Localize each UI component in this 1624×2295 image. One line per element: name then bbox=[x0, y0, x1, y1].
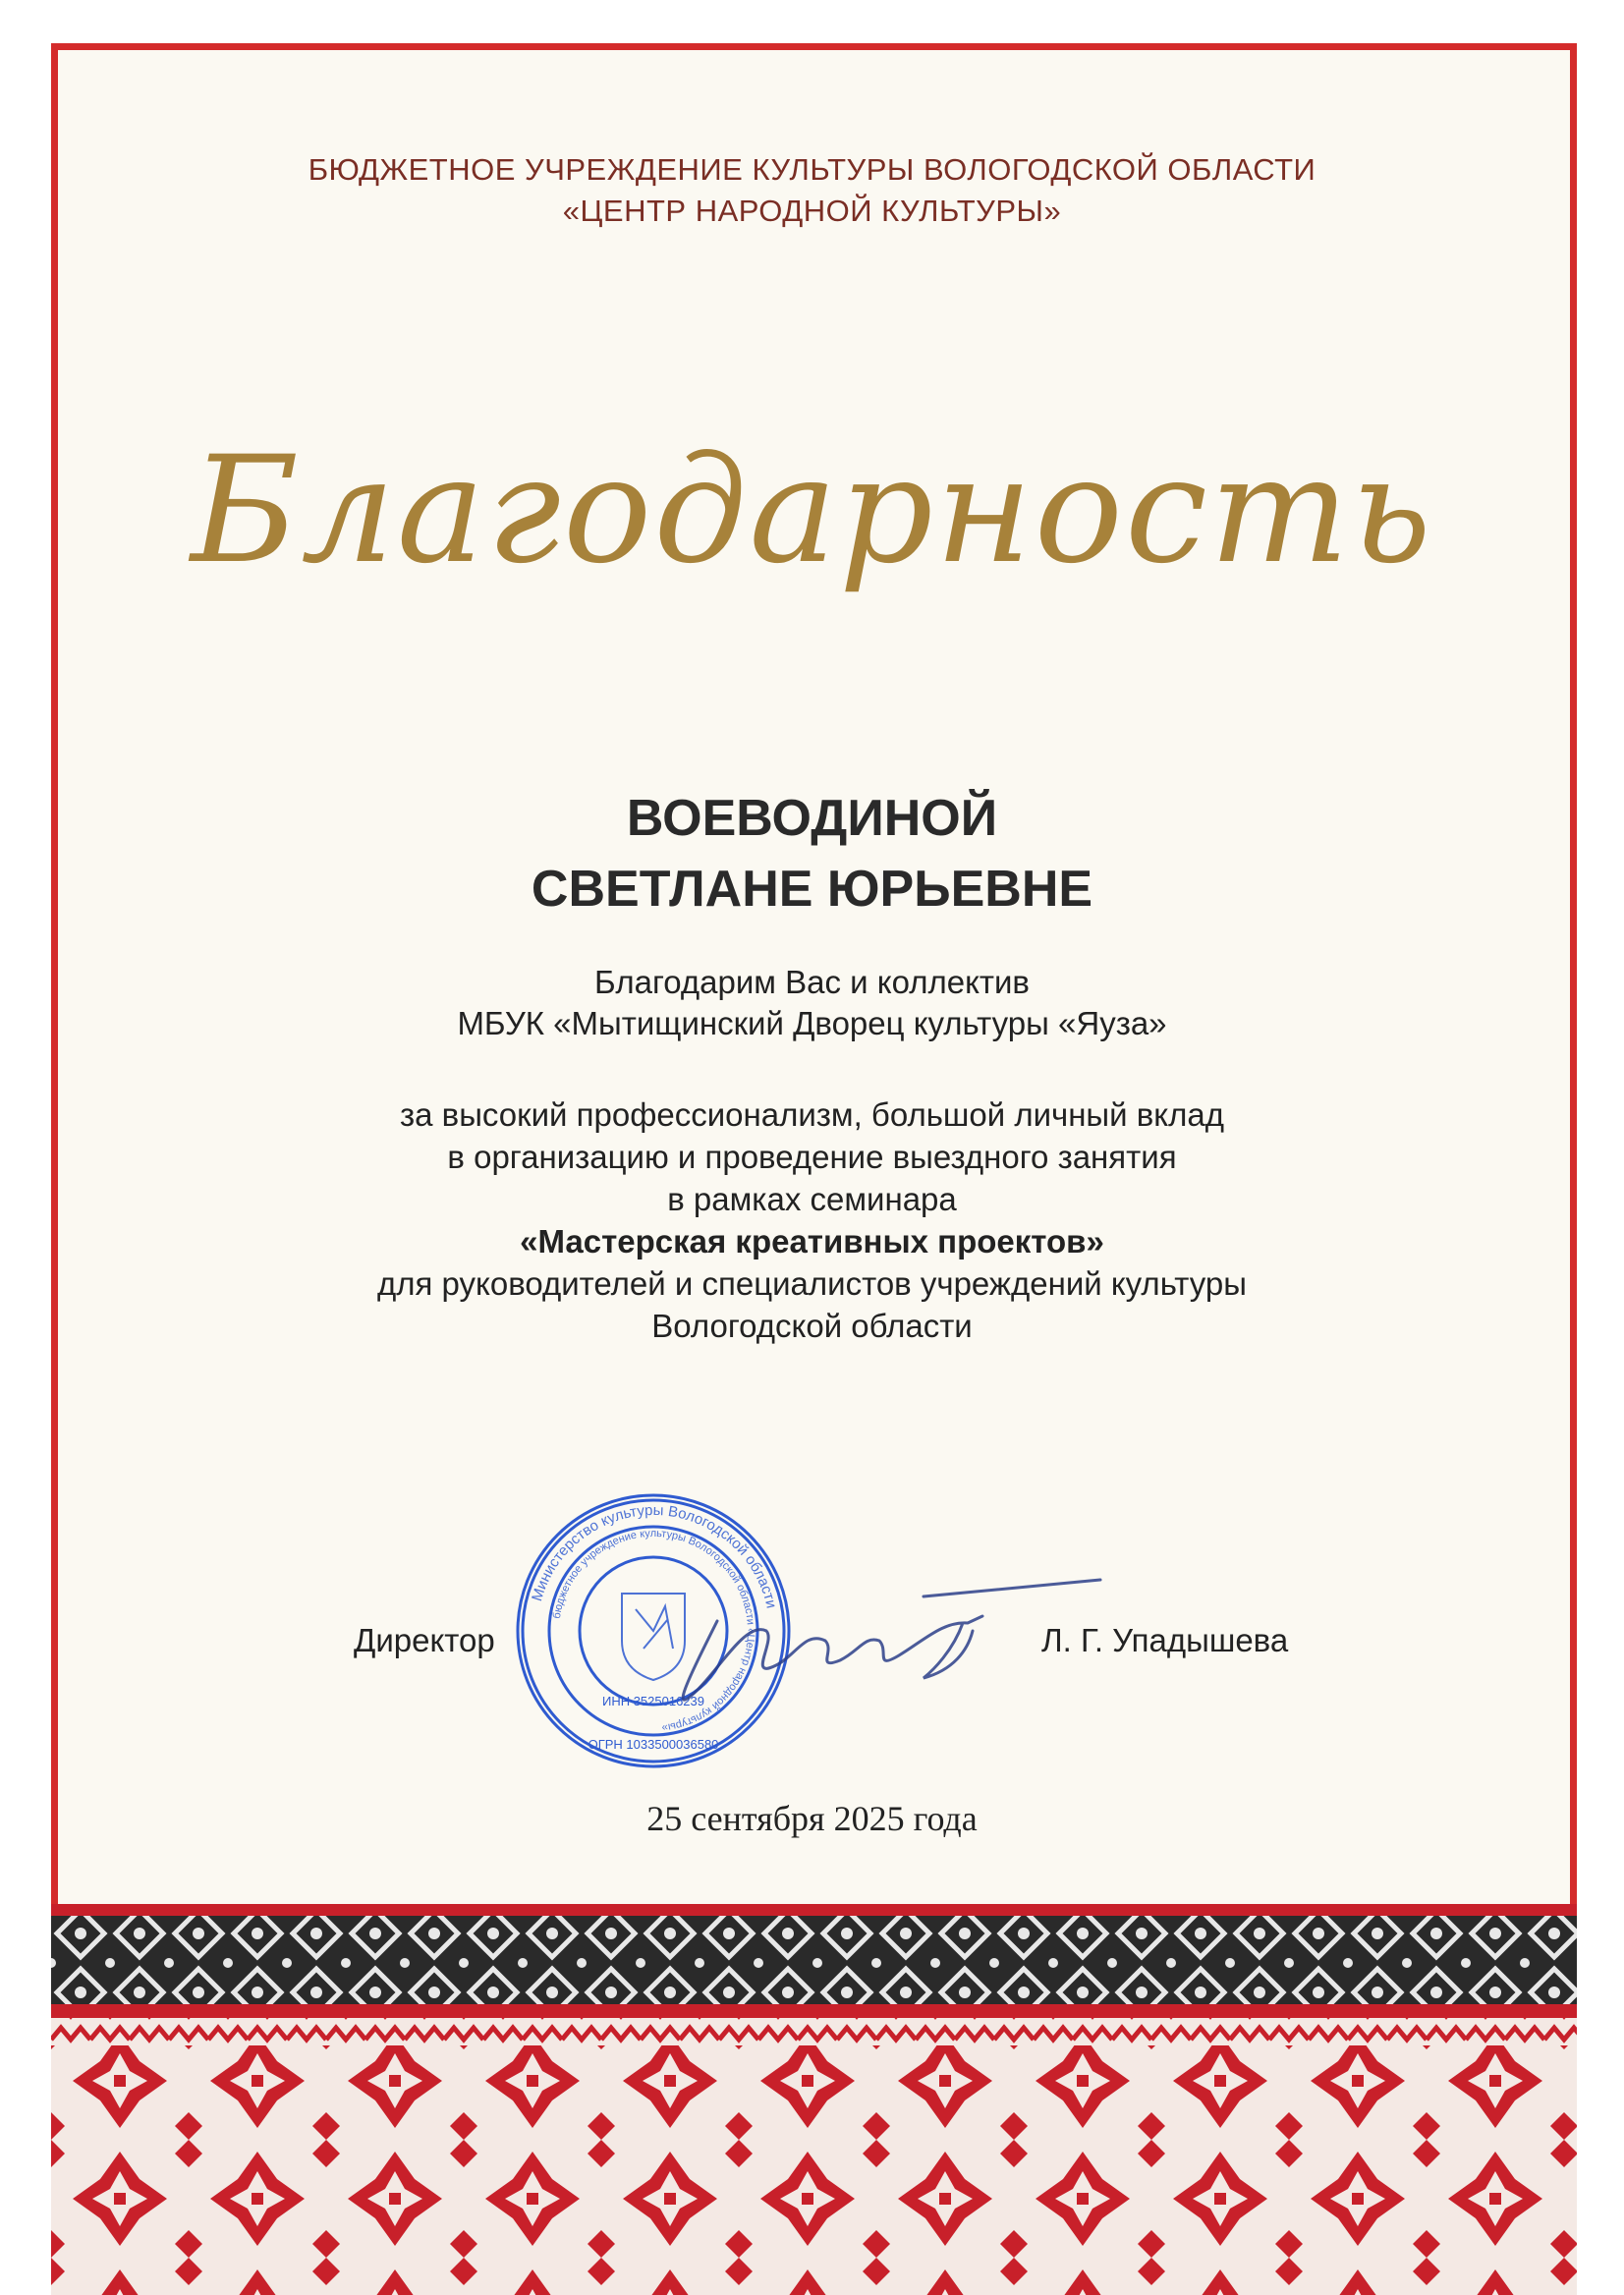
signatory-position: Директор bbox=[354, 1622, 495, 1658]
stamp-inn: ИНН 3525016239 bbox=[601, 1694, 705, 1708]
stamp-inner-text: бюджетное учреждение культуры Вологодской области «Центр народной культуры» bbox=[550, 1527, 757, 1734]
stamp-ogrn: ОГРН 1033500036580 bbox=[588, 1737, 719, 1752]
recipient-surname: ВОЕВОДИНОЙ bbox=[626, 790, 998, 847]
issuer-line-2: «ЦЕНТР НАРОДНОЙ КУЛЬТУРЫ» bbox=[562, 194, 1062, 228]
reason-line-1: за высокий профессионализм, большой личный вклад bbox=[400, 1096, 1224, 1133]
thanks-line-1: Благодарим Вас и коллектив bbox=[594, 964, 1030, 1000]
stamp-outer-text: Министерство культуры Вологодской области bbox=[529, 1501, 780, 1610]
signatory-name: Л. Г. Упадышева bbox=[1041, 1622, 1289, 1658]
reason-line-3: в рамках семинара bbox=[667, 1181, 957, 1217]
reason-line-2: в организацию и проведение выездного занятия bbox=[447, 1139, 1177, 1175]
thanks-line-2: МБУК «Мытищинский Дворец культуры «Яуза» bbox=[457, 1005, 1167, 1041]
recipient-name: СВЕТЛАНЕ ЮРЬЕВНЕ bbox=[531, 861, 1093, 918]
folk-ornament-border bbox=[51, 1904, 1577, 2295]
audience-line-1: для руководителей и специалистов учреждений культуры bbox=[377, 1265, 1247, 1302]
issue-date: 25 сентября 2025 года bbox=[646, 1799, 978, 1838]
seminar-name: «Мастерская креативных проектов» bbox=[520, 1223, 1104, 1259]
certificate-title: Благодарность bbox=[191, 425, 1433, 596]
audience-line-2: Вологодской области bbox=[651, 1308, 973, 1344]
issuer-line-1: БЮДЖЕТНОЕ УЧРЕЖДЕНИЕ КУЛЬТУРЫ ВОЛОГОДСКОЙ ОБЛАСТИ bbox=[308, 152, 1316, 187]
